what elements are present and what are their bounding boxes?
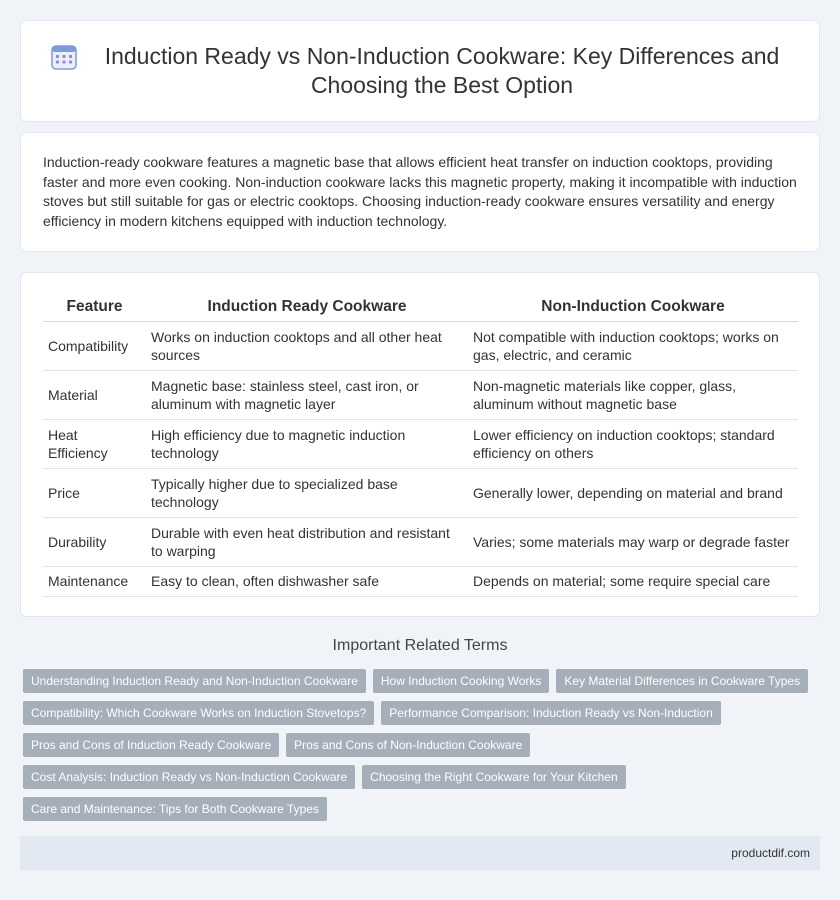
intro-paragraph: Induction-ready cookware features a magnetic base that allows efficient heat transfer on induction cooktops, providing faster and more even cooking. Non-induction cookware lacks this magnetic property, making it incompatible with induction stoves but still suitable for gas or electric cooktops. Choosing induction-ready cookware ensures versatility and energy efficiency in modern kitchens equipped with induction technology. (43, 154, 797, 229)
comparison-table (43, 293, 798, 597)
related-term-link[interactable]: Cost Analysis: Induction Ready vs Non-Induction Cookware (23, 765, 355, 789)
table-cell: Material (43, 370, 146, 419)
table-cell: High efficiency due to magnetic induction technology (146, 419, 468, 468)
related-term-link[interactable]: Compatibility: Which Cookware Works on Induction Stovetops? (23, 701, 374, 725)
header-card (20, 20, 820, 122)
footer (20, 836, 820, 870)
related-terms-list (23, 669, 823, 829)
table-cell: Compatibility (43, 321, 146, 370)
table-cell: Typically higher due to specialized base technology (146, 468, 468, 517)
calendar-grid-icon (51, 44, 77, 70)
table-cell: Works on induction cooktops and all other heat sources (146, 321, 468, 370)
table-cell: Depends on material; some require special care (468, 566, 798, 596)
table-cell: Maintenance (43, 566, 146, 596)
related-term-link[interactable]: Pros and Cons of Non-Induction Cookware (286, 733, 530, 757)
column-header: Feature (43, 293, 146, 321)
table-cell: Lower efficiency on induction cooktops; standard efficiency on others (468, 419, 798, 468)
page-title: Induction Ready vs Non-Induction Cookware: Key Differences and Choosing the Best Option (104, 43, 780, 98)
table-cell: Durable with even heat distribution and resistant to warping (146, 517, 468, 566)
related-term-link[interactable]: Pros and Cons of Induction Ready Cookware (23, 733, 279, 757)
table-row (43, 468, 798, 517)
table-row (43, 419, 798, 468)
related-term-link[interactable]: Understanding Induction Ready and Non-Induction Cookware (23, 669, 366, 693)
table-cell: Easy to clean, often dishwasher safe (146, 566, 468, 596)
related-term-link[interactable]: Choosing the Right Cookware for Your Kitchen (362, 765, 625, 789)
related-term-link[interactable]: Care and Maintenance: Tips for Both Cookware Types (23, 797, 327, 821)
table-cell: Generally lower, depending on material and brand (468, 468, 798, 517)
table-header-row (43, 293, 798, 321)
table-cell: Price (43, 468, 146, 517)
intro-card (20, 132, 820, 252)
table-row (43, 517, 798, 566)
related-term-link[interactable]: Performance Comparison: Induction Ready vs Non-Induction (381, 701, 721, 725)
table-cell: Heat Efficiency (43, 419, 146, 468)
related-terms-heading: Important Related Terms (332, 637, 508, 654)
table-row (43, 566, 798, 596)
column-header: Non-Induction Cookware (468, 293, 798, 321)
table-row (43, 321, 798, 370)
comparison-table-card (20, 272, 820, 617)
table-cell: Varies; some materials may warp or degrade faster (468, 517, 798, 566)
table-cell: Magnetic base: stainless steel, cast iron, or aluminum with magnetic layer (146, 370, 468, 419)
table-row (43, 370, 798, 419)
table-cell: Not compatible with induction cooktops; works on gas, electric, and ceramic (468, 321, 798, 370)
related-term-link[interactable]: Key Material Differences in Cookware Types (556, 669, 808, 693)
footer-site-name: productdif.com (731, 846, 810, 860)
table-cell: Non-magnetic materials like copper, glass, aluminum without magnetic base (468, 370, 798, 419)
table-cell: Durability (43, 517, 146, 566)
column-header: Induction Ready Cookware (146, 293, 468, 321)
related-term-link[interactable]: How Induction Cooking Works (373, 669, 550, 693)
